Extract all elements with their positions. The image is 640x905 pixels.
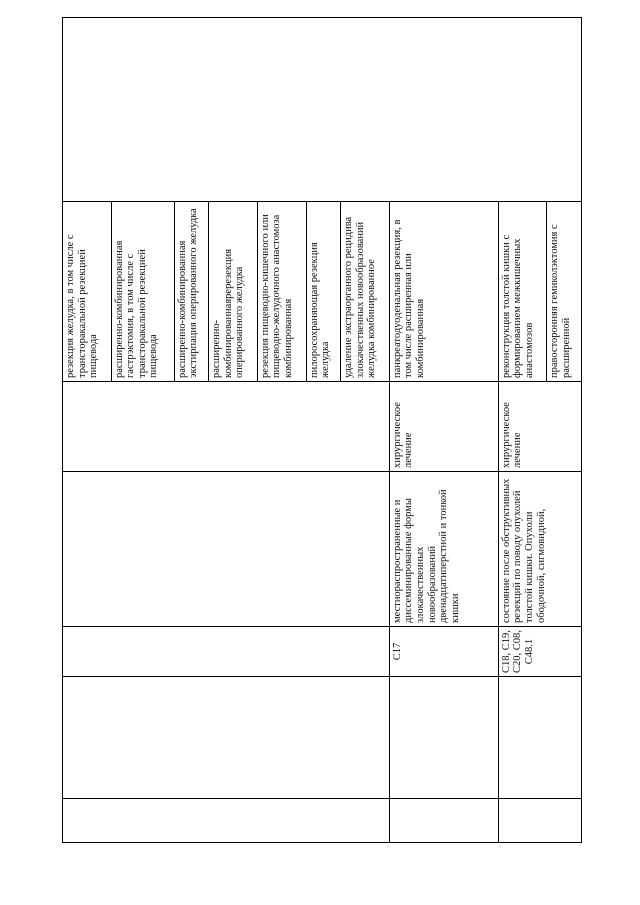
col-name-cell <box>389 677 498 799</box>
treatment-cell <box>547 202 582 382</box>
treatment-text: пилоросохраняющая резекция желудка <box>308 242 332 378</box>
treatment-text: резекция пищеводно-кишечного или пищеводно-желудочного анастомоза комбинированная <box>259 214 295 378</box>
col-name-cell <box>63 677 390 799</box>
table-row-stomach-1 <box>63 18 112 843</box>
treatment-text: расширенно-комбинированная экстирпация оперированного желудка <box>176 208 200 378</box>
code-text: C18, C19, C20, C08, C48.1 <box>500 630 535 673</box>
col-code-cell <box>63 627 390 677</box>
treatment-type-text: хирургическое лечение <box>391 402 415 468</box>
treatment-text: расширенно-комбинированная гастрэктомия, в том числе с трансторакальной резекцией пищевода <box>113 240 160 378</box>
treatment-cell <box>257 202 306 382</box>
treatment-cell <box>389 202 498 382</box>
col-disease-cell <box>63 472 390 627</box>
treatment-cell <box>306 202 341 382</box>
code-cell <box>389 627 498 677</box>
treatment-text: панкреатодуоденальная резекция, в том числе расширенная или комбинированная <box>391 219 426 378</box>
treatment-cell <box>63 202 112 382</box>
code-cell <box>498 627 581 677</box>
treatment-text: правосторонняя гемиколэктомия с расширенной <box>549 224 573 378</box>
treatment-text: резекция желудка, в том числе с трансторакальной резекцией пищевода <box>65 234 100 378</box>
rotated-page <box>62 18 582 843</box>
treatment-text: расширенно-комбинированнаяререзекция оперированного желудка <box>211 248 246 378</box>
treatment-cell <box>209 202 258 382</box>
col-name-cell <box>498 677 581 799</box>
col-number-cell <box>389 799 498 843</box>
treatment-cell <box>174 202 209 382</box>
treatment-cell <box>341 202 390 382</box>
col-last-cell <box>63 18 582 202</box>
treatment-cell <box>111 202 174 382</box>
code-text: C17 <box>391 642 403 661</box>
disease-text: состояние после обструктивных резекций по поводу опухолей толстой кишки. Опухоли ободочной, сигмовидной, <box>500 478 547 623</box>
procedures-table <box>62 17 582 843</box>
treatment-type-cell <box>389 382 498 472</box>
col-number-cell <box>63 799 390 843</box>
col-number-cell <box>498 799 581 843</box>
treatment-cell <box>498 202 547 382</box>
treatment-type-cell <box>498 382 581 472</box>
treatment-text: реконструкция толстой кишки с формированием межкишечных анастомозов <box>500 234 535 378</box>
disease-cell <box>498 472 581 627</box>
disease-text: местнораспространенные и диссеминированные формы злокачественных новообразований двенадцатиперстной и тонкой кишки <box>391 489 461 623</box>
treatment-text: удаление экстраорганного рецидива злокачественных новообразований желудка комбинированное <box>343 216 378 378</box>
disease-cell <box>389 472 498 627</box>
treatment-type-text: хирургическое лечение <box>500 402 524 468</box>
col-treatment-type-cell <box>63 382 390 472</box>
